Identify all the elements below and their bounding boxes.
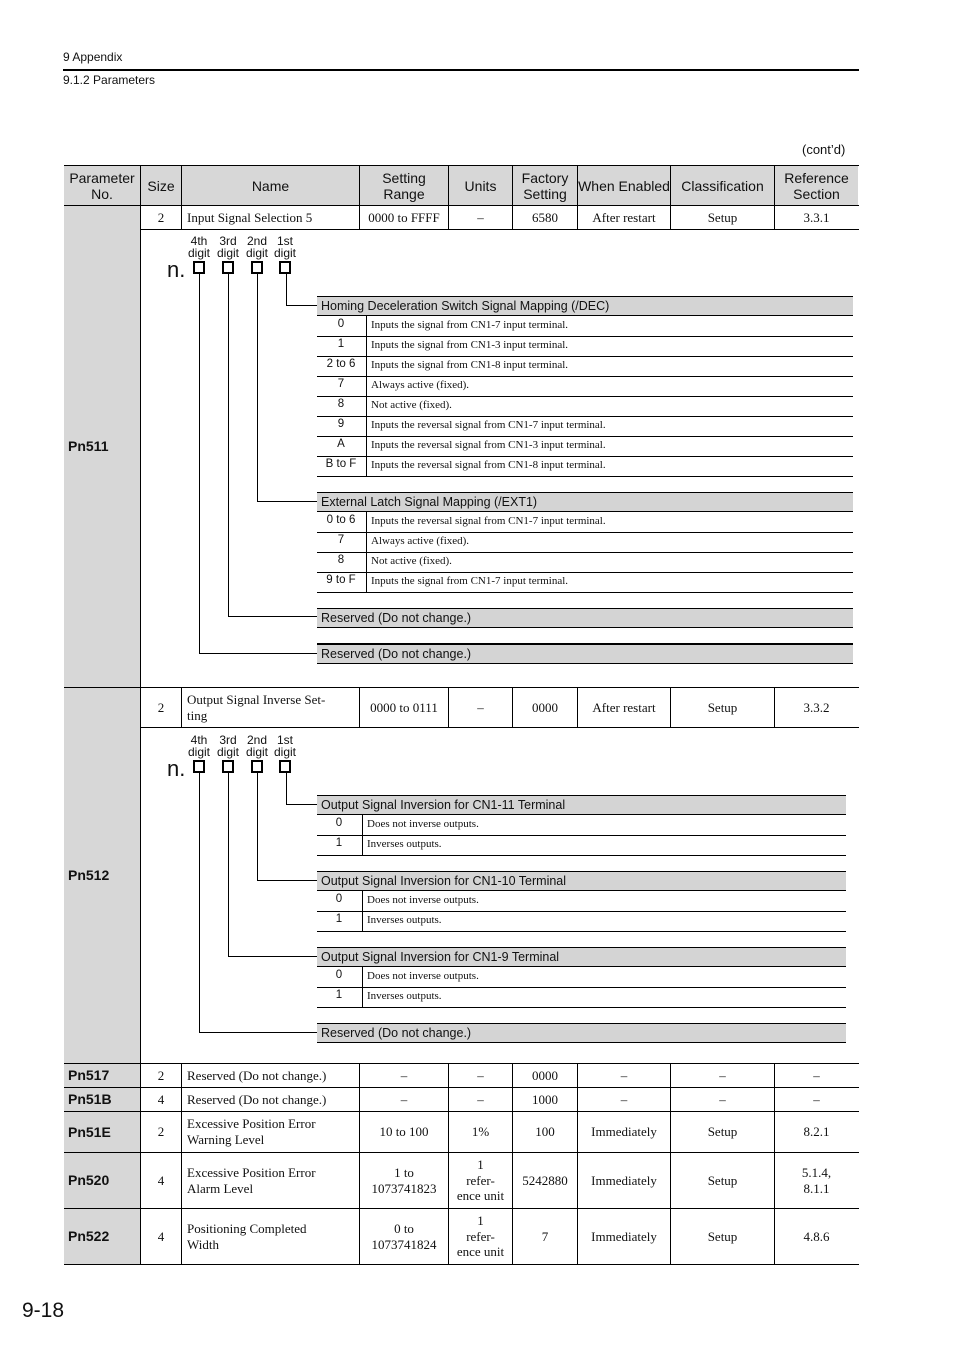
pn512-cn1-9-desc: Does not inverse outputs.	[367, 970, 479, 982]
param-no-pn522: Pn522	[64, 1209, 140, 1264]
pn511-dec-value: 2 to 6	[326, 358, 356, 370]
pn512-group-cn1-11-title: Output Signal Inversion for CN1-11 Terminal	[317, 795, 846, 815]
pn512-cn1-9-value: 1	[335, 989, 343, 1001]
pn517-class: –	[719, 1067, 726, 1083]
digit-label-4th: 4th digit	[187, 234, 210, 260]
pn520-class: Setup	[707, 1172, 738, 1188]
pn512-group-cn1-9-title: Output Signal Inversion for CN1-9 Terminal	[317, 947, 846, 967]
pn511-size: 2	[157, 209, 165, 225]
pn51b-name: Reserved (Do not change.)	[187, 1091, 327, 1107]
pn512-cn1-11-value: 0	[335, 817, 343, 829]
pn520-size: 4	[157, 1172, 165, 1188]
pn51b-enabled: –	[620, 1091, 628, 1107]
pn517-name: Reserved (Do not change.)	[187, 1067, 327, 1083]
pn511-ext1-value: 0 to 6	[326, 514, 356, 526]
pn512-enabled: After restart	[592, 699, 656, 715]
param-no-pn517: Pn517	[64, 1064, 140, 1087]
param-no-pn511: Pn511	[64, 206, 140, 687]
pn522-ref: 4.8.6	[803, 1228, 830, 1244]
pn517-size: 2	[157, 1067, 165, 1083]
pn511-dec-desc: Inputs the signal from CN1-8 input terminal.	[371, 359, 569, 371]
pn51b-range: –	[400, 1091, 408, 1107]
continued-label: (cont’d)	[802, 142, 846, 157]
pn51b-factory: 1000	[532, 1091, 558, 1107]
pn522-units: 1 refer- ence unit	[456, 1213, 505, 1260]
param-no-pn51b: Pn51B	[64, 1088, 140, 1111]
pn511-ext1-value: 8	[337, 554, 345, 566]
pn512-class: Setup	[707, 699, 738, 715]
pn51b-size: 4	[157, 1091, 165, 1107]
digit-label-1st: 1st digit	[273, 733, 296, 759]
digit-box-4th	[193, 760, 205, 773]
pn517-range: –	[400, 1067, 408, 1083]
pn51e-size: 2	[157, 1124, 165, 1140]
pn511-class: Setup	[707, 209, 738, 225]
pn511-dec-desc: Not active (fixed).	[371, 399, 452, 411]
pn51b-class: –	[719, 1091, 726, 1107]
pn511-dec-desc: Inputs the reversal signal from CN1-7 input terminal.	[371, 419, 606, 431]
pn51b-units: –	[477, 1091, 484, 1107]
pn512-units: –	[477, 699, 484, 715]
pn511-enabled: After restart	[592, 209, 656, 225]
digit-box-1st	[279, 760, 291, 773]
pn520-ref: 5.1.4, 8.1.1	[801, 1164, 832, 1196]
pn520-factory: 5242880	[522, 1172, 568, 1188]
digit-box-3rd	[222, 261, 234, 274]
pn51e-units: 1%	[471, 1124, 490, 1140]
pn512-name	[182, 688, 359, 727]
pn511-factory: 6580	[532, 209, 558, 225]
col-header-reference-section: Reference Section	[775, 166, 858, 205]
pn511-group-ext1-title: External Latch Signal Mapping (/EXT1)	[317, 492, 853, 512]
pn512-group-cn1-10-title: Output Signal Inversion for CN1-10 Terminal	[317, 871, 846, 891]
pn511-dec-value: 9	[337, 418, 345, 430]
pn512-cn1-10-value: 1	[335, 913, 343, 925]
pn511-dec-value: A	[337, 438, 345, 450]
pn511-dec-desc: Inputs the signal from CN1-7 input terminal.	[371, 319, 569, 331]
pn522-class: Setup	[707, 1228, 738, 1244]
col-header-setting-range: Setting Range	[360, 166, 448, 205]
pn512-cn1-11-desc: Inverses outputs.	[367, 838, 442, 850]
pn511-group-reserved-3: Reserved (Do not change.)	[317, 608, 853, 628]
pn512-cn1-10-value: 0	[335, 893, 343, 905]
col-header-classification: Classification	[671, 166, 774, 205]
pn522-range: 0 to 1073741824	[371, 1220, 437, 1252]
pn512-cn1-10-desc: Does not inverse outputs.	[367, 894, 479, 906]
pn511-group-dec-title: Homing Deceleration Switch Signal Mapping (/DEC)	[317, 296, 853, 316]
pn512-size: 2	[157, 699, 165, 715]
pn511-units: –	[477, 209, 484, 225]
pn520-name: Excessive Position Error Alarm Level	[187, 1164, 316, 1196]
pn511-ext1-desc: Inputs the reversal signal from CN1-7 input terminal.	[371, 515, 606, 527]
pn51e-class: Setup	[707, 1124, 738, 1140]
pn512-cn1-11-desc: Does not inverse outputs.	[367, 818, 479, 830]
pn512-cn1-10-desc: Inverses outputs.	[367, 914, 442, 926]
digit-label-4th: 4th digit	[187, 733, 210, 759]
pn511-dec-value: 1	[337, 338, 345, 350]
pn512-range: 0000 to 0111	[370, 699, 438, 715]
pn511-dec-value: B to F	[325, 458, 357, 470]
pn512-group-reserved: Reserved (Do not change.)	[317, 1023, 846, 1043]
param-no-pn512: Pn512	[64, 688, 140, 1063]
digit-box-4th	[193, 261, 205, 274]
pn522-factory: 7	[541, 1228, 549, 1244]
pn520-range: 1 to 1073741823	[371, 1164, 437, 1196]
n-prefix: n.	[167, 257, 186, 282]
pn520-units: 1 refer- ence unit	[456, 1157, 505, 1204]
col-header-name: Name	[182, 166, 359, 205]
pn511-dec-desc: Inputs the reversal signal from CN1-8 input terminal.	[371, 459, 606, 471]
pn511-ext1-desc: Always active (fixed).	[371, 535, 470, 547]
section-heading: 9.1.2 Parameters	[63, 73, 156, 87]
pn51e-ref: 8.2.1	[803, 1124, 830, 1140]
digit-label-2nd: 2nd digit	[245, 234, 268, 260]
chapter-heading: 9 Appendix	[63, 50, 123, 64]
pn511-ext1-value: 9 to F	[326, 574, 356, 586]
pn512-factory: 0000	[532, 699, 558, 715]
header-rule	[63, 69, 859, 71]
pn522-size: 4	[157, 1228, 165, 1244]
pn511-ext1-value: 7	[337, 534, 345, 546]
page-number: 9-18	[22, 1299, 65, 1322]
digit-label-2nd: 2nd digit	[245, 733, 268, 759]
col-header-when-enabled: When Enabled	[578, 166, 670, 205]
digit-box-2nd	[251, 261, 263, 274]
pn511-name: Input Signal Selection 5	[187, 209, 313, 225]
digit-box-2nd	[251, 760, 263, 773]
pn512-cn1-9-value: 0	[335, 969, 343, 981]
col-header-parameter-no: Parameter No.	[64, 166, 140, 205]
pn511-ext1-desc: Not active (fixed).	[371, 555, 452, 567]
pn511-dec-desc: Always active (fixed).	[371, 379, 470, 391]
pn511-dec-value: 0	[337, 318, 345, 330]
pn511-dec-value: 8	[337, 398, 345, 410]
digit-label-1st: 1st digit	[273, 234, 296, 260]
digit-label-3rd: 3rd digit	[216, 733, 239, 759]
pn511-ref: 3.3.1	[803, 209, 830, 225]
digit-label-3rd: 3rd digit	[216, 234, 239, 260]
pn511-dec-desc: Inputs the signal from CN1-3 input terminal.	[371, 339, 569, 351]
col-header-units: Units	[449, 166, 512, 205]
pn51e-enabled: Immediately	[591, 1124, 657, 1140]
pn51b-ref: –	[813, 1091, 820, 1107]
pn51e-name: Excessive Position Error Warning Level	[187, 1116, 316, 1147]
n-prefix: n.	[167, 756, 186, 781]
digit-box-1st	[279, 261, 291, 274]
pn512-name-line2: ting	[187, 707, 208, 723]
pn511-ext1-desc: Inputs the signal from CN1-7 input terminal.	[371, 575, 569, 587]
pn512-cn1-11-value: 1	[335, 837, 343, 849]
pn511-range: 0000 to FFFF	[368, 209, 440, 225]
pn517-units: –	[477, 1067, 484, 1083]
param-no-pn51e: Pn51E	[64, 1112, 140, 1152]
pn517-factory: 0000	[532, 1067, 558, 1083]
pn522-name: Positioning Completed Width	[187, 1220, 307, 1252]
pn51e-factory: 100	[535, 1124, 555, 1140]
pn512-name-line1: Output Signal Inverse Set-	[187, 691, 326, 707]
col-header-size: Size	[141, 166, 181, 205]
pn522-enabled: Immediately	[591, 1228, 657, 1244]
col-header-factory-setting: Factory Setting	[513, 166, 577, 205]
digit-box-3rd	[222, 760, 234, 773]
pn520-enabled: Immediately	[591, 1172, 657, 1188]
param-no-pn520: Pn520	[64, 1153, 140, 1208]
pn517-enabled: –	[620, 1067, 628, 1083]
pn512-ref: 3.3.2	[803, 699, 830, 715]
pn51e-range: 10 to 100	[379, 1124, 429, 1140]
pn511-dec-value: 7	[337, 378, 345, 390]
pn511-dec-desc: Inputs the reversal signal from CN1-3 input terminal.	[371, 439, 606, 451]
pn511-group-reserved-4: Reserved (Do not change.)	[317, 644, 853, 664]
pn512-cn1-9-desc: Inverses outputs.	[367, 990, 442, 1002]
pn517-ref: –	[813, 1067, 820, 1083]
